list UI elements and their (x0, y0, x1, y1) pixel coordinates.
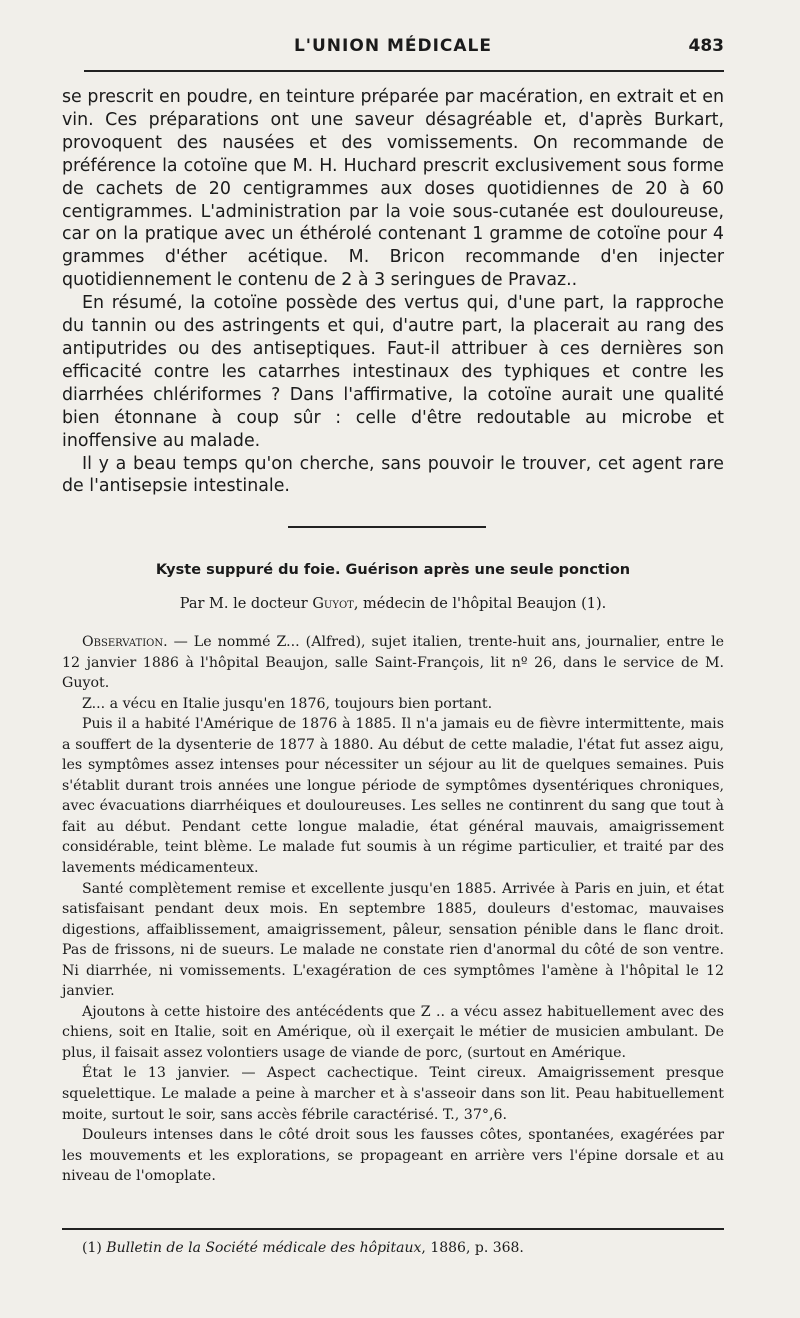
paragraph: Z... a vécu en Italie jusqu'en 1876, toujours bien portant. (82, 695, 493, 712)
journal-title: L'UNION MÉDICALE (293, 36, 493, 56)
header-rule (84, 70, 724, 72)
paragraph: Douleurs intenses dans le côté droit sous les fausses côtes, spontanées, exagérées par les mouvements et les explorations, se propageant en arrière vers l'épine dorsale et au niveau de l'omoplate. (62, 1127, 724, 1185)
byline (62, 596, 724, 612)
paragraph: Santé complètement remise et excellente jusqu'en 1885. Arrivée à Paris en juin, et état satisfaisant pendant deux mois. En septembre 1885, douleurs d'estomac, mauvaises digestions, affaiblissement, amaigrissement, pâleur, sensation pénible dans le flanc droit. Pas de frissons, ni de sueurs. Le malade ne constate rien d'anormal du côté de son ventre. Ni diarrhée, ni vomissements. L'exagération de ces symptômes l'amène à l'hôpital le 12 janvier. (62, 880, 724, 1000)
footnote-details: , 1886, p. 368. (421, 1240, 524, 1256)
byline-prefix: Par M. le docteur (179, 596, 308, 612)
paragraph: se prescrit en poudre, en teinture préparée par macération, en extrait et en vin. Ces préparations ont une saveur désagréable et, d'après Burkart, provoquent des nausées et des vomissements. On recommande de préférence la cotoïne que M. H. Huchard prescrit exclusivement sous forme de cachets de 20 centigrammes aux doses quotidiennes de 20 à 60 centigrammes. L'administration par la voie sous-cutanée est douloureuse, car on la pratique avec un éthérolé contenant 1 gramme de cotoïne pour 4 grammes d'éther acétique. M. Bricon recommande d'en injecter quotidiennement le contenu de 2 à 3 seringues de Pravaz.. (62, 87, 724, 291)
continuation-text (62, 86, 724, 498)
paragraph: Il y a beau temps qu'on cherche, sans pouvoir le trouver, cet agent rare de l'antisepsie intestinale. (62, 453, 724, 497)
paragraph: En résumé, la cotoïne possède des vertus qui, d'une part, la rapproche du tannin ou des astringents et qui, d'autre part, la placerait au rang des antiputrides ou des antiseptiques. Faut-il attribuer à ces dernières son efficacité contre les catarrhes intestinaux des typhiques et contre les diarrhées chlériformes ? Dans l'affirmative, la cotoïne aurait une qualité bien étonnane à coup sûr : celle d'être redoutable au microbe et inoffensive au malade. (62, 293, 724, 451)
footnote-source: Bulletin de la Société médicale des hôpitaux (106, 1240, 422, 1256)
footnote-rule (62, 1228, 724, 1230)
running-header (62, 36, 724, 58)
section-divider (288, 526, 486, 528)
byline-suffix: , médecin de l'hôpital Beaujon (1). (353, 596, 607, 612)
footnote-marker: (1) (82, 1240, 102, 1256)
page-number: 483 (688, 36, 724, 56)
article-title: Kyste suppuré du foie. Guérison après une seule ponction (155, 562, 631, 578)
footnote (82, 1240, 724, 1256)
paragraph-text: — Le nommé Z... (Alfred), sujet italien, trente-huit ans, journalier, entre le 12 janvier 1886 à l'hôpital Beaujon, salle Saint-François, lit nº 26, dans le service de M. Guyot. (62, 634, 725, 692)
paragraph (62, 632, 724, 694)
paragraph: État le 13 janvier. — Aspect cachectique. Teint cireux. Amaigrissement presque squelettique. Le malade a peine à marcher et à s'asseoir dans son lit. Peau habituellement moite, surtout le soir, sans accès fébrile caractérisé. T., 37°,6. (62, 1065, 724, 1123)
observation-label: Observation. (82, 634, 168, 650)
paragraph: Puis il a habité l'Amérique de 1876 à 1885. Il n'a jamais eu de fièvre intermittente, mais a souffert de la dysenterie de 1877 à 1880. Au début de cette maladie, l'état fut assez aigu, les symptômes assez intenses pour nécessiter un séjour au lit de quelques semaines. Puis s'établit durant trois années une longue période de symptômes dysentériques chroniques, avec évacuations diarrhéiques et douloureuses. Les selles ne continrent du sang que tout à fait au début. Pendant cette longue maladie, état général mauvais, amaigrissement considérable, teint blème. Le malade fut soumis à un régime particulier, et traité par des lavements médicamenteux. (62, 716, 724, 877)
article-body (62, 632, 724, 1187)
paragraph: Ajoutons à cette histoire des antécédents que Z .. a vécu assez habituellement avec des chiens, soit en Italie, soit en Amérique, où il exerçait le métier de musicien ambulant. De plus, il faisait assez volontiers usage de viande de porc, (surtout en Amérique. (62, 1003, 724, 1061)
author-name: Guyot (312, 596, 354, 612)
